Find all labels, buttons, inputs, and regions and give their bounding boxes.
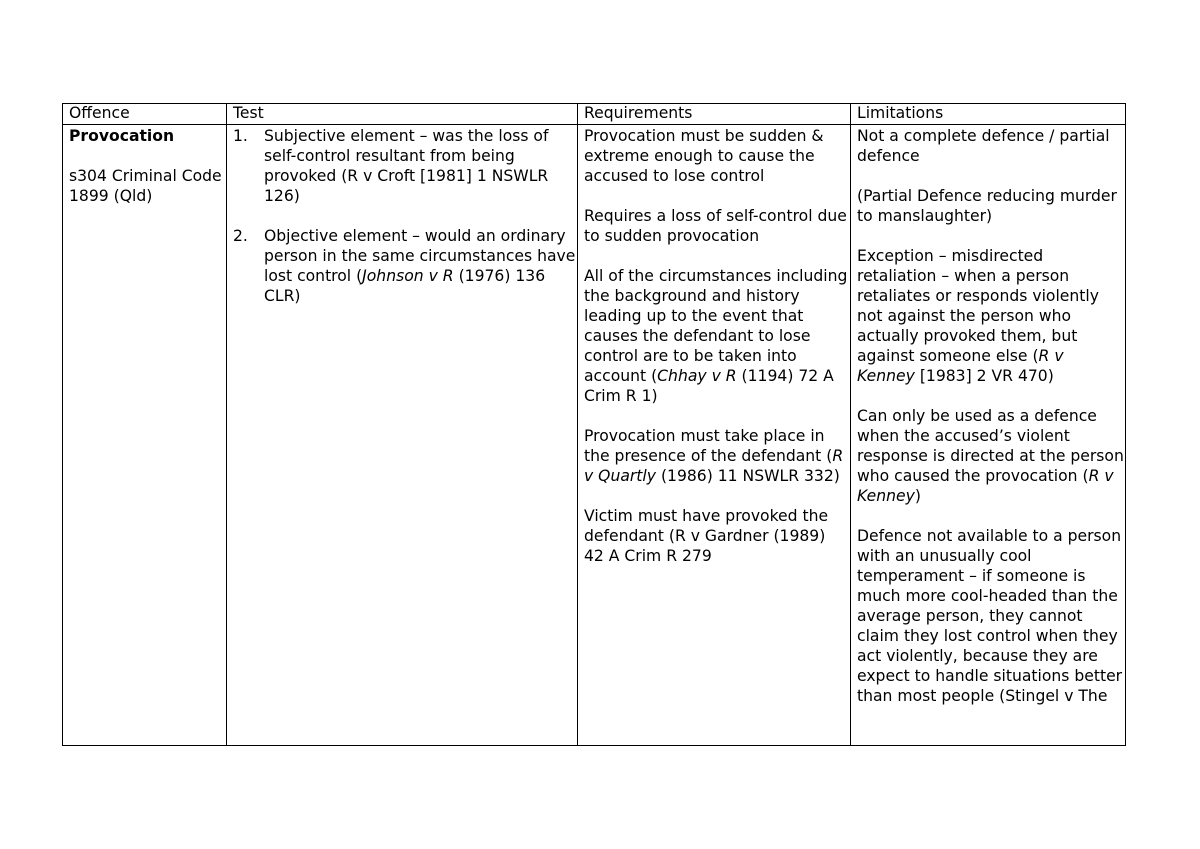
table-row (63, 125, 1126, 746)
header-test: Test (227, 104, 578, 125)
header-row (63, 104, 1126, 125)
limitations-cell (851, 125, 1126, 746)
case-citation: R v Kenney (857, 347, 1064, 385)
test-item-subjective (233, 126, 577, 206)
offence-cell (63, 125, 227, 746)
test-item-number: 1. (233, 127, 248, 145)
case-citation: Chhay v R (657, 367, 737, 385)
limitation-paragraph: Exception – misdirected retaliation – when a person retaliates or responds violently not against the person who actually provoked them, but against someone else (R v Kenney [1983] 2 VR 470) (857, 247, 1099, 385)
limitation-paragraph: Not a complete defence / partial defence (857, 127, 1110, 165)
limitation-paragraph: (Partial Defence reducing murder to manslaughter) (857, 187, 1117, 225)
requirement-paragraph: Victim must have provoked the defendant (R v Gardner (1989) 42 A Crim R 279 (584, 507, 829, 565)
offence-name: Provocation (69, 127, 175, 145)
limitation-paragraph: Defence not available to a person with an unusually cool temperament – if someone is much more cool-headed than the average person, they cannot claim they lost control when they act violently, because they are expect to handle situations better than most people (Stingel v The (857, 527, 1123, 705)
test-item-text-after: (1976) 136 CLR) (264, 267, 546, 305)
test-item-text: Subjective element – was the loss of self-control resultant from being provoked (R v Croft [1981] 1 NSWLR 126) (264, 127, 549, 205)
limitation-paragraph: Can only be used as a defence when the accused’s violent response is directed at the person who caused the provocation (R v Kenney) (857, 407, 1124, 505)
requirement-paragraph: Provocation must be sudden & extreme enough to cause the accused to lose control (584, 127, 824, 185)
requirement-paragraph: All of the circumstances including the background and history leading up to the event that causes the defendant to lose control are to be taken into account (Chhay v R (1194) 72 A Crim R 1) (584, 267, 848, 405)
case-citation: Johnson v R (362, 267, 454, 285)
header-offence: Offence (63, 104, 227, 125)
header-limitations: Limitations (851, 104, 1126, 125)
test-item-text-before: Objective element – would an ordinary person in the same circumstances have lost control ( (264, 227, 576, 285)
test-item-number: 2. (233, 227, 248, 245)
requirement-paragraph: Provocation must take place in the presence of the defendant (R v Quartly (1986) 11 NSWLR 332) (584, 427, 844, 485)
case-citation: R v Kenney (857, 467, 1114, 505)
header-requirements: Requirements (578, 104, 851, 125)
requirement-paragraph: Requires a loss of self-control due to sudden provocation (584, 207, 847, 245)
test-list (233, 126, 577, 306)
provocation-table (62, 103, 1126, 746)
test-cell (227, 125, 578, 746)
test-item-objective (233, 226, 577, 306)
requirements-cell (578, 125, 851, 746)
offence-statute: s304 Criminal Code 1899 (Qld) (69, 167, 222, 205)
case-citation: R v Quartly (584, 447, 844, 485)
